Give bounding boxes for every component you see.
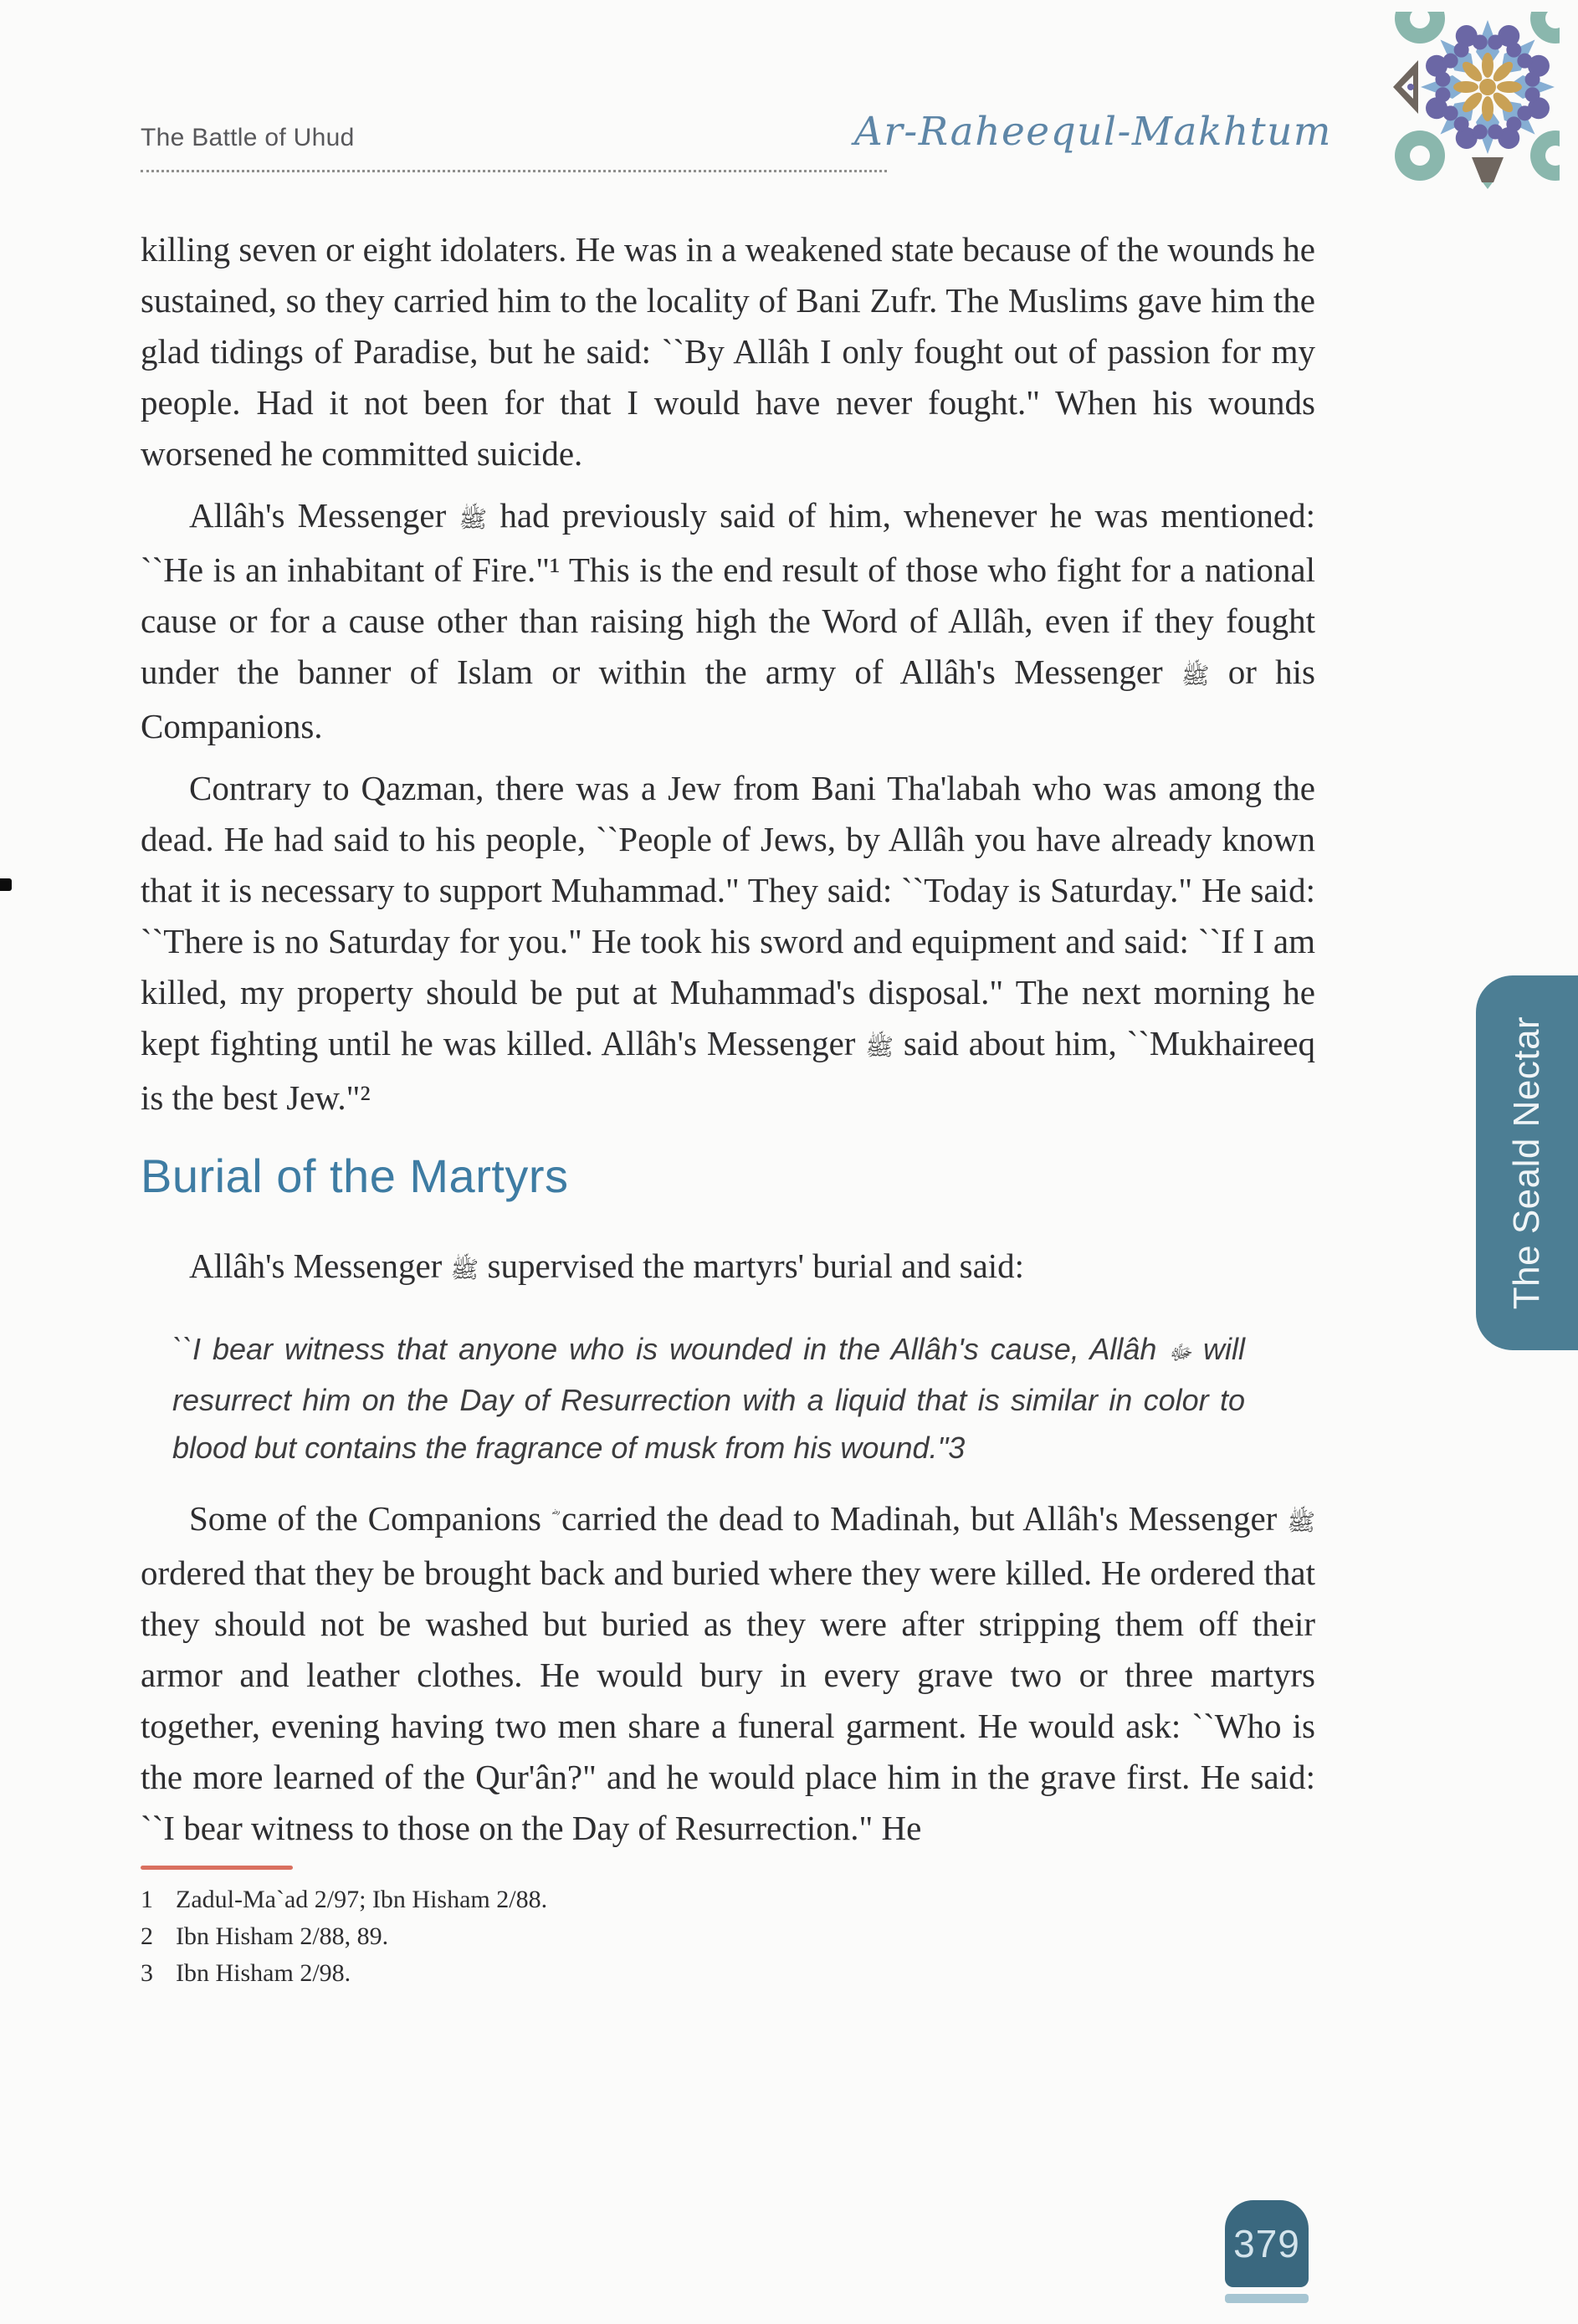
book-title-script: Ar-Raheequl-Makhtum <box>853 109 1332 155</box>
arabesque-ornament-icon <box>1388 12 1560 189</box>
hadith-quote: ``I bear witness that anyone who is wounded in the Allâh's cause, Allâh ﷻ will resurrect him on the Day of Resurrection with a liquid that is similar in color to blood but contains the fragrance of musk from his wound."3 <box>172 1332 1245 1465</box>
paragraph: Contrary to Qazman, there was a Jew from Bani Tha'labah who was among the dead. He had said to his people, ``People of Jews, by Allâh you have already known that it is necessary to support Muhammad." They said: ``Today is Saturday." He said: ``There is no Saturday for you." He took his sword and equipment and said: ``If I am killed, my property should be put at Muhammad's disposal." The next morning he kept fighting until he was killed. Allâh's Messenger ﷺ said about him, ``Mukhaireeq is the best Jew."² <box>141 769 1315 1117</box>
honorific-symbol: ﷺ <box>1287 1508 1315 1536</box>
honorific-symbol: ﷺ <box>1181 662 1210 689</box>
footnotes-block <box>141 1881 1315 1992</box>
section-heading: Burial of the Martyrs <box>141 1149 569 1202</box>
honorific-symbol: ﷺ <box>459 505 488 533</box>
paragraph: Allâh's Messenger ﷺ had previously said of him, whenever he was mentioned: ``He is an inhabitant of Fire."¹ This is the end result of those who fight for a national cause or for a cause other than raising high the Word of Allâh, even if they fought under the banner of Islam or within the army of Allâh's Messenger ﷺ or his Companions. <box>141 496 1316 745</box>
text-column <box>141 224 1315 1992</box>
footnote-text: Ibn Hisham 2/88, 89. <box>176 1922 389 1950</box>
footnote-number: 3 <box>141 1959 153 1987</box>
chapter-side-tab-label: The Seald Nectar <box>1506 1016 1547 1310</box>
footnote <box>141 1881 1315 1918</box>
honorific-symbol: ﷻ <box>1168 1340 1192 1364</box>
scan-artifact <box>0 878 12 891</box>
header-dotted-rule <box>141 170 887 172</box>
footnote-number: 2 <box>141 1922 153 1950</box>
chapter-side-tab <box>1476 975 1578 1350</box>
footnote <box>141 1918 1315 1955</box>
paragraph: killing seven or eight idolaters. He was in a weakened state because of the wounds he sustained, so they carried him to the locality of Bani Zufr. The Muslims gave him the glad tidings of Paradise, but he said: ``By Allâh I only fought out of passion for my people. Had it not been for that I would have never fought." When his wounds worsened he committed suicide. <box>141 230 1315 473</box>
footnote-text: Ibn Hisham 2/98. <box>176 1959 351 1987</box>
footnote <box>141 1955 1315 1992</box>
footnote-number: 1 <box>141 1886 153 1913</box>
honorific-symbol: ﷺ <box>450 1256 479 1283</box>
page-number-badge: 379 <box>1225 2200 1309 2287</box>
paragraph: Some of the Companions carried the dead to Madinah, but Allâh's Messenger ﷺ ordered that they be brought back and buried where they were killed. He ordered that they should not be washed but buried as they were after stripping them off their armor and leather clothes. He would bury in every grave two or three martyrs together, evening having two men share a funeral garment. He would ask: ``Who is the more learned of the Qur'ân?" and he would place him in the grave first. He said: ``I bear witness to those on the Day of Resurrection." He <box>141 1499 1315 1847</box>
page-number-underline <box>1225 2294 1309 2303</box>
paragraph: Allâh's Messenger ﷺ supervised the martyrs' burial and said: <box>189 1246 1025 1285</box>
footnote-text: Zadul-Ma`ad 2/97; Ibn Hisham 2/88. <box>176 1886 548 1913</box>
honorific-symbol: ﷺ <box>865 1033 894 1061</box>
footnote-separator-rule <box>141 1866 293 1870</box>
running-header-section-title: The Battle of Uhud <box>141 124 355 151</box>
